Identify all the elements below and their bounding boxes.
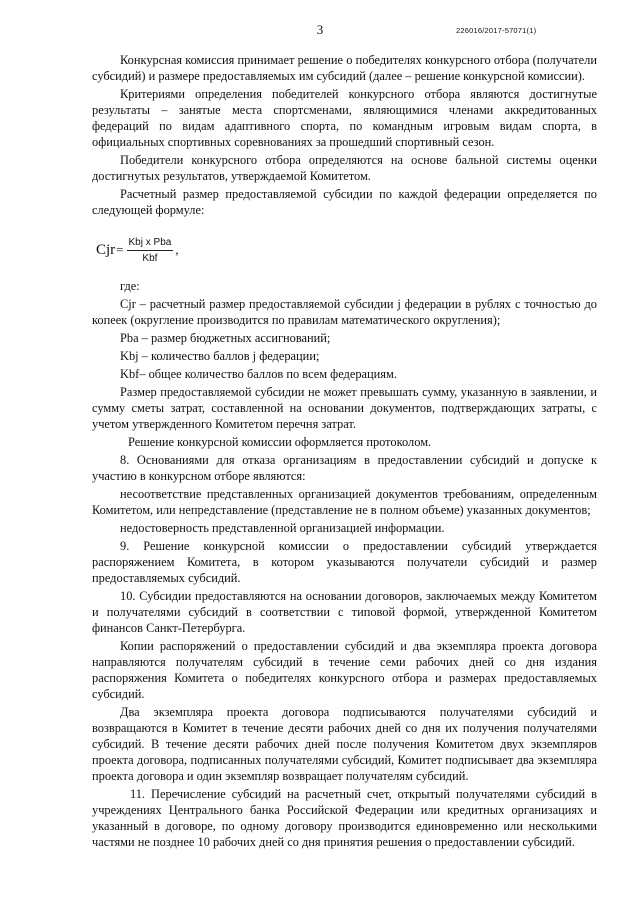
definition-item: Pba – размер бюджетных ассигнований; — [120, 331, 331, 345]
definition-intro: где: — [120, 279, 140, 293]
formula-equals: = — [116, 242, 124, 257]
formula-lhs: Cjr — [96, 241, 116, 258]
paragraph: Размер предоставляемой субсидии не может превышать сумму, указанную в заявлении, и сумму сметы затрат, составленной на основании документов, подтверждающих затраты, с учетом утвержденного Комитетом перечня затрат. — [92, 385, 597, 431]
paragraph: Копии распоряжений о предоставлении субсидий и два экземпляра проекта договора направляются получателям субсидий в течение семи рабочих дней со дня издания распоряжения Комитета о победителях конкурсного отбора и размерах предоставляемых субсидий. — [92, 639, 597, 701]
paragraph: несоответствие представленных организацией документов требованиям, определенным Комитетом, или непредставление (представление не в полном объеме) указанных документов; — [92, 487, 597, 517]
paragraph: Критериями определения победителей конкурсного отбора являются достигнутые результаты – занятые места спортсменами, являющимися членами аккредитованных федераций по видам адаптивного спорта, по командным игровым видам спорта, в официальных спортивных соревнованиях за прошедший спортивный сезон. — [92, 87, 597, 149]
definition-item: Cjr – расчетный размер предоставляемой субсидии j федерации в рублях с точностью до копеек (округление производится по правилам математического округления); — [92, 297, 597, 327]
document-code: 226016/2017-57071(1) — [456, 26, 537, 35]
paragraph: недостоверность представленной организацией информации. — [120, 521, 445, 535]
paragraph: Победители конкурсного отбора определяются на основе бальной системы оценки достигнутых результатов, утверждаемой Комитетом. — [92, 153, 597, 183]
formula-fraction — [127, 237, 174, 264]
paragraph: Два экземпляра проекта договора подписываются получателями субсидий и возвращаются в Комитет в течение десяти рабочих дней со дня их получения получателями субсидий. В течение десяти рабочих дней после получения Комитетом двух экземпляров проекта договора, подписанных получателями субсидий, Комитет подписывает два экземпляра проекта договора и один экземпляр возвращает получателям субсидий. — [92, 705, 597, 783]
paragraph: Решение конкурсной комиссии оформляется протоколом. — [128, 435, 432, 449]
formula-comma: , — [175, 242, 179, 257]
subsidy-formula — [92, 232, 597, 268]
page-number: 3 — [316, 22, 324, 37]
paragraph: Расчетный размер предоставляемой субсидии по каждой федерации определяется по следующей формуле: — [92, 187, 597, 217]
paragraph: 9. Решение конкурсной комиссии о предоставлении субсидий утверждается распоряжением Комитета, в котором указываются получатели субсидий и размер предоставляемых субсидий. — [92, 539, 597, 585]
definition-item: Kbj – количество баллов j федерации; — [120, 349, 320, 363]
paragraph: 10. Субсидии предоставляются на основании договоров, заключаемых между Комитетом и получателями субсидий в соответствии с типовой формой, утвержденной Комитетом финансов Санкт-Петербурга. — [92, 589, 597, 635]
definition-item: Kbf– общее количество баллов по всем федерациям. — [120, 367, 397, 381]
paragraph: 11. Перечисление субсидий на расчетный счет, открытый получателями субсидий в учреждениях Центрального банка Российской Федерации или кредитных организациях и указанный в договоре, по одному договору производится единовременно или несколькими частями не позднее 10 рабочих дней со дня принятия решения о предоставлении субсидий. — [92, 787, 597, 849]
document-body — [92, 52, 597, 852]
paragraph: 8. Основаниями для отказа организациям в предоставлении субсидий и допуске к участию в конкурсном отборе являются: — [92, 453, 597, 483]
formula-denominator: Kbf — [142, 252, 158, 264]
paragraph: Конкурсная комиссия принимает решение о победителях конкурсного отбора (получатели субсидий) и размере предоставляемых им субсидий (далее – решение конкурсной комиссии). — [92, 53, 597, 83]
formula-numerator: Kbj x Pba — [127, 237, 174, 251]
